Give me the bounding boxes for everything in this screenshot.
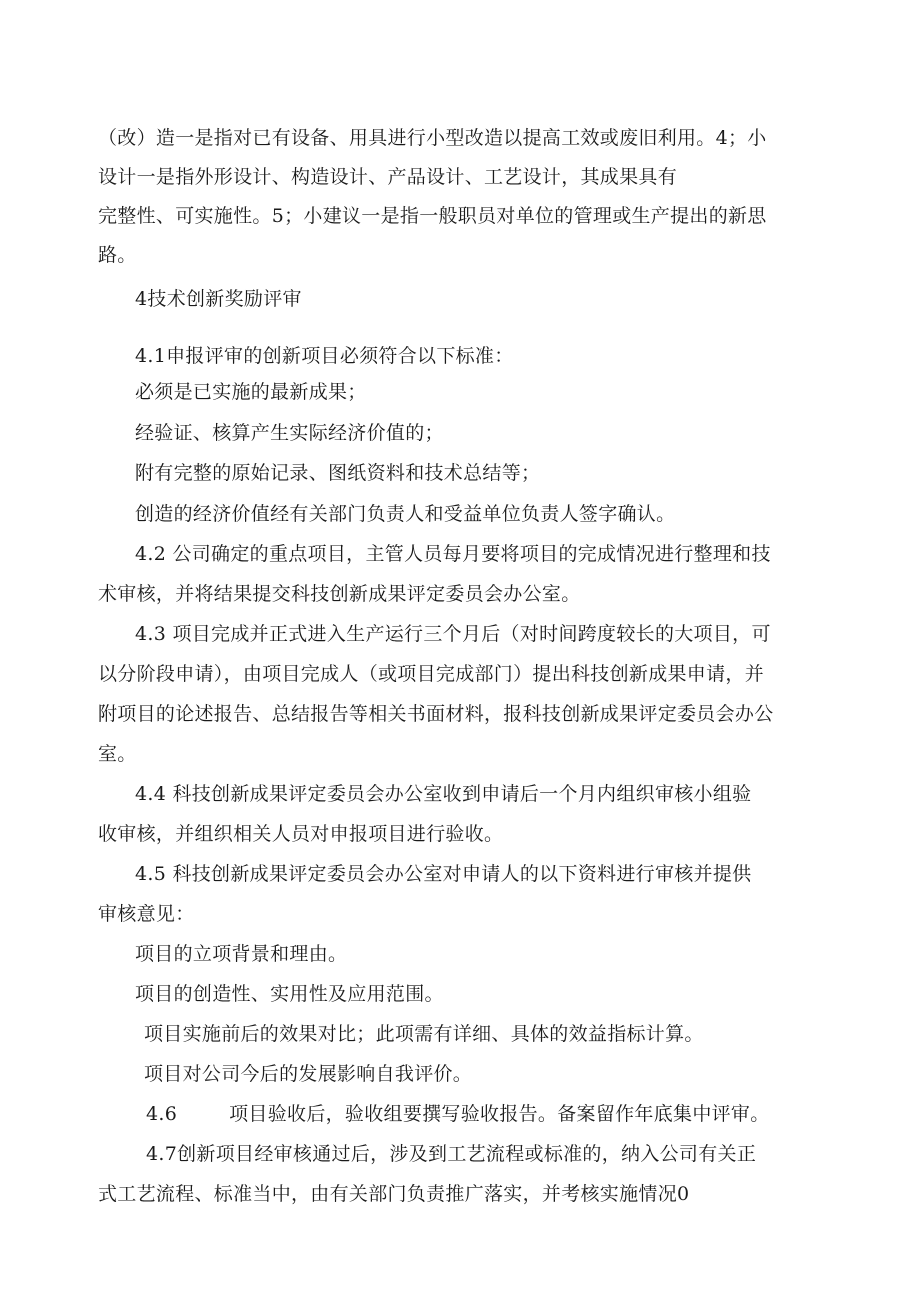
clause-4-6-number: 4.6 bbox=[146, 1103, 178, 1125]
clause-4-5-item: 项目实施前后的效果对比；此项需有详细、具体的效益指标计算。 bbox=[144, 1023, 704, 1045]
section-heading: 4技术创新奖励评审 bbox=[135, 288, 302, 310]
clause-4-1-item: 附有完整的原始记录、图纸资料和技术总结等； bbox=[135, 462, 541, 484]
clause-4-5-line-1: 4.5 科技创新成果评定委员会办公室对申请人的以下资料进行审核并提供 bbox=[135, 863, 752, 885]
clause-4-4-line-1: 4.4 科技创新成果评定委员会办公室收到申请后一个月内组织审核小组验 bbox=[135, 783, 752, 805]
clause-4-3-line-2: 以分阶段申请），由项目完成人（或项目完成部门）提出科技创新成果申请，并 bbox=[98, 663, 765, 685]
clause-4-3-line-1: 4.3 项目完成并正式进入生产运行三个月后（对时间跨度较长的大项目，可 bbox=[135, 623, 771, 645]
clause-4-1-item: 创造的经济价值经有关部门负责人和受益单位负责人签字确认。 bbox=[135, 503, 676, 525]
intro-line-2: 设计一是指外形设计、构造设计、产品设计、工艺设计，其成果具有 bbox=[98, 166, 678, 188]
clause-4-2-line-1: 4.2 公司确定的重点项目，主管人员每月要将项目的完成情况进行整理和技 bbox=[135, 543, 771, 565]
clause-4-3-line-3: 附项目的论述报告、总结报告等相关书面材料，报科技创新成果评定委员会办公 bbox=[98, 703, 774, 725]
intro-line-1: （改）造一是指对已有设备、用具进行小型改造以提高工效或废旧利用。4；小 bbox=[98, 127, 767, 149]
clause-4-6-text: 项目验收后，验收组要撰写验收报告。备案留作年底集中评审。 bbox=[229, 1103, 770, 1125]
clause-4-6 bbox=[146, 1102, 770, 1126]
clause-4-1-item: 经验证、核算产生实际经济价值的； bbox=[135, 422, 444, 444]
clause-4-5-item: 项目对公司今后的发展影响自我评价。 bbox=[144, 1063, 473, 1085]
clause-4-3-line-4: 室。 bbox=[98, 743, 137, 765]
clause-4-5-item: 项目的立项背景和理由。 bbox=[135, 943, 348, 965]
intro-line-3: 完整性、可实施性。5；小建议一是指一般职员对单位的管理或生产提出的新思 bbox=[98, 205, 767, 227]
clause-4-1-item: 必须是已实施的最新成果； bbox=[135, 381, 367, 403]
clause-4-4-line-2: 收审核，并组织相关人员对申报项目进行验收。 bbox=[98, 823, 504, 845]
clause-4-5-line-2: 审核意见： bbox=[98, 903, 195, 925]
clause-4-5-item: 项目的创造性、实用性及应用范围。 bbox=[135, 983, 444, 1005]
clause-4-1-title: 4.1申报评审的创新项目必须符合以下标准： bbox=[135, 345, 514, 367]
clause-4-7-line-2: 式工艺流程、标准当中，由有关部门负责推广落实，并考核实施情况0 bbox=[98, 1183, 690, 1205]
clause-4-2-line-2: 术审核，并将结果提交科技创新成果评定委员会办公室。 bbox=[98, 583, 581, 605]
intro-line-4: 路。 bbox=[98, 244, 137, 266]
clause-4-7-line-1: 4.7创新项目经审核通过后，涉及到工艺流程或标准的，纳入公司有关正 bbox=[146, 1143, 757, 1165]
